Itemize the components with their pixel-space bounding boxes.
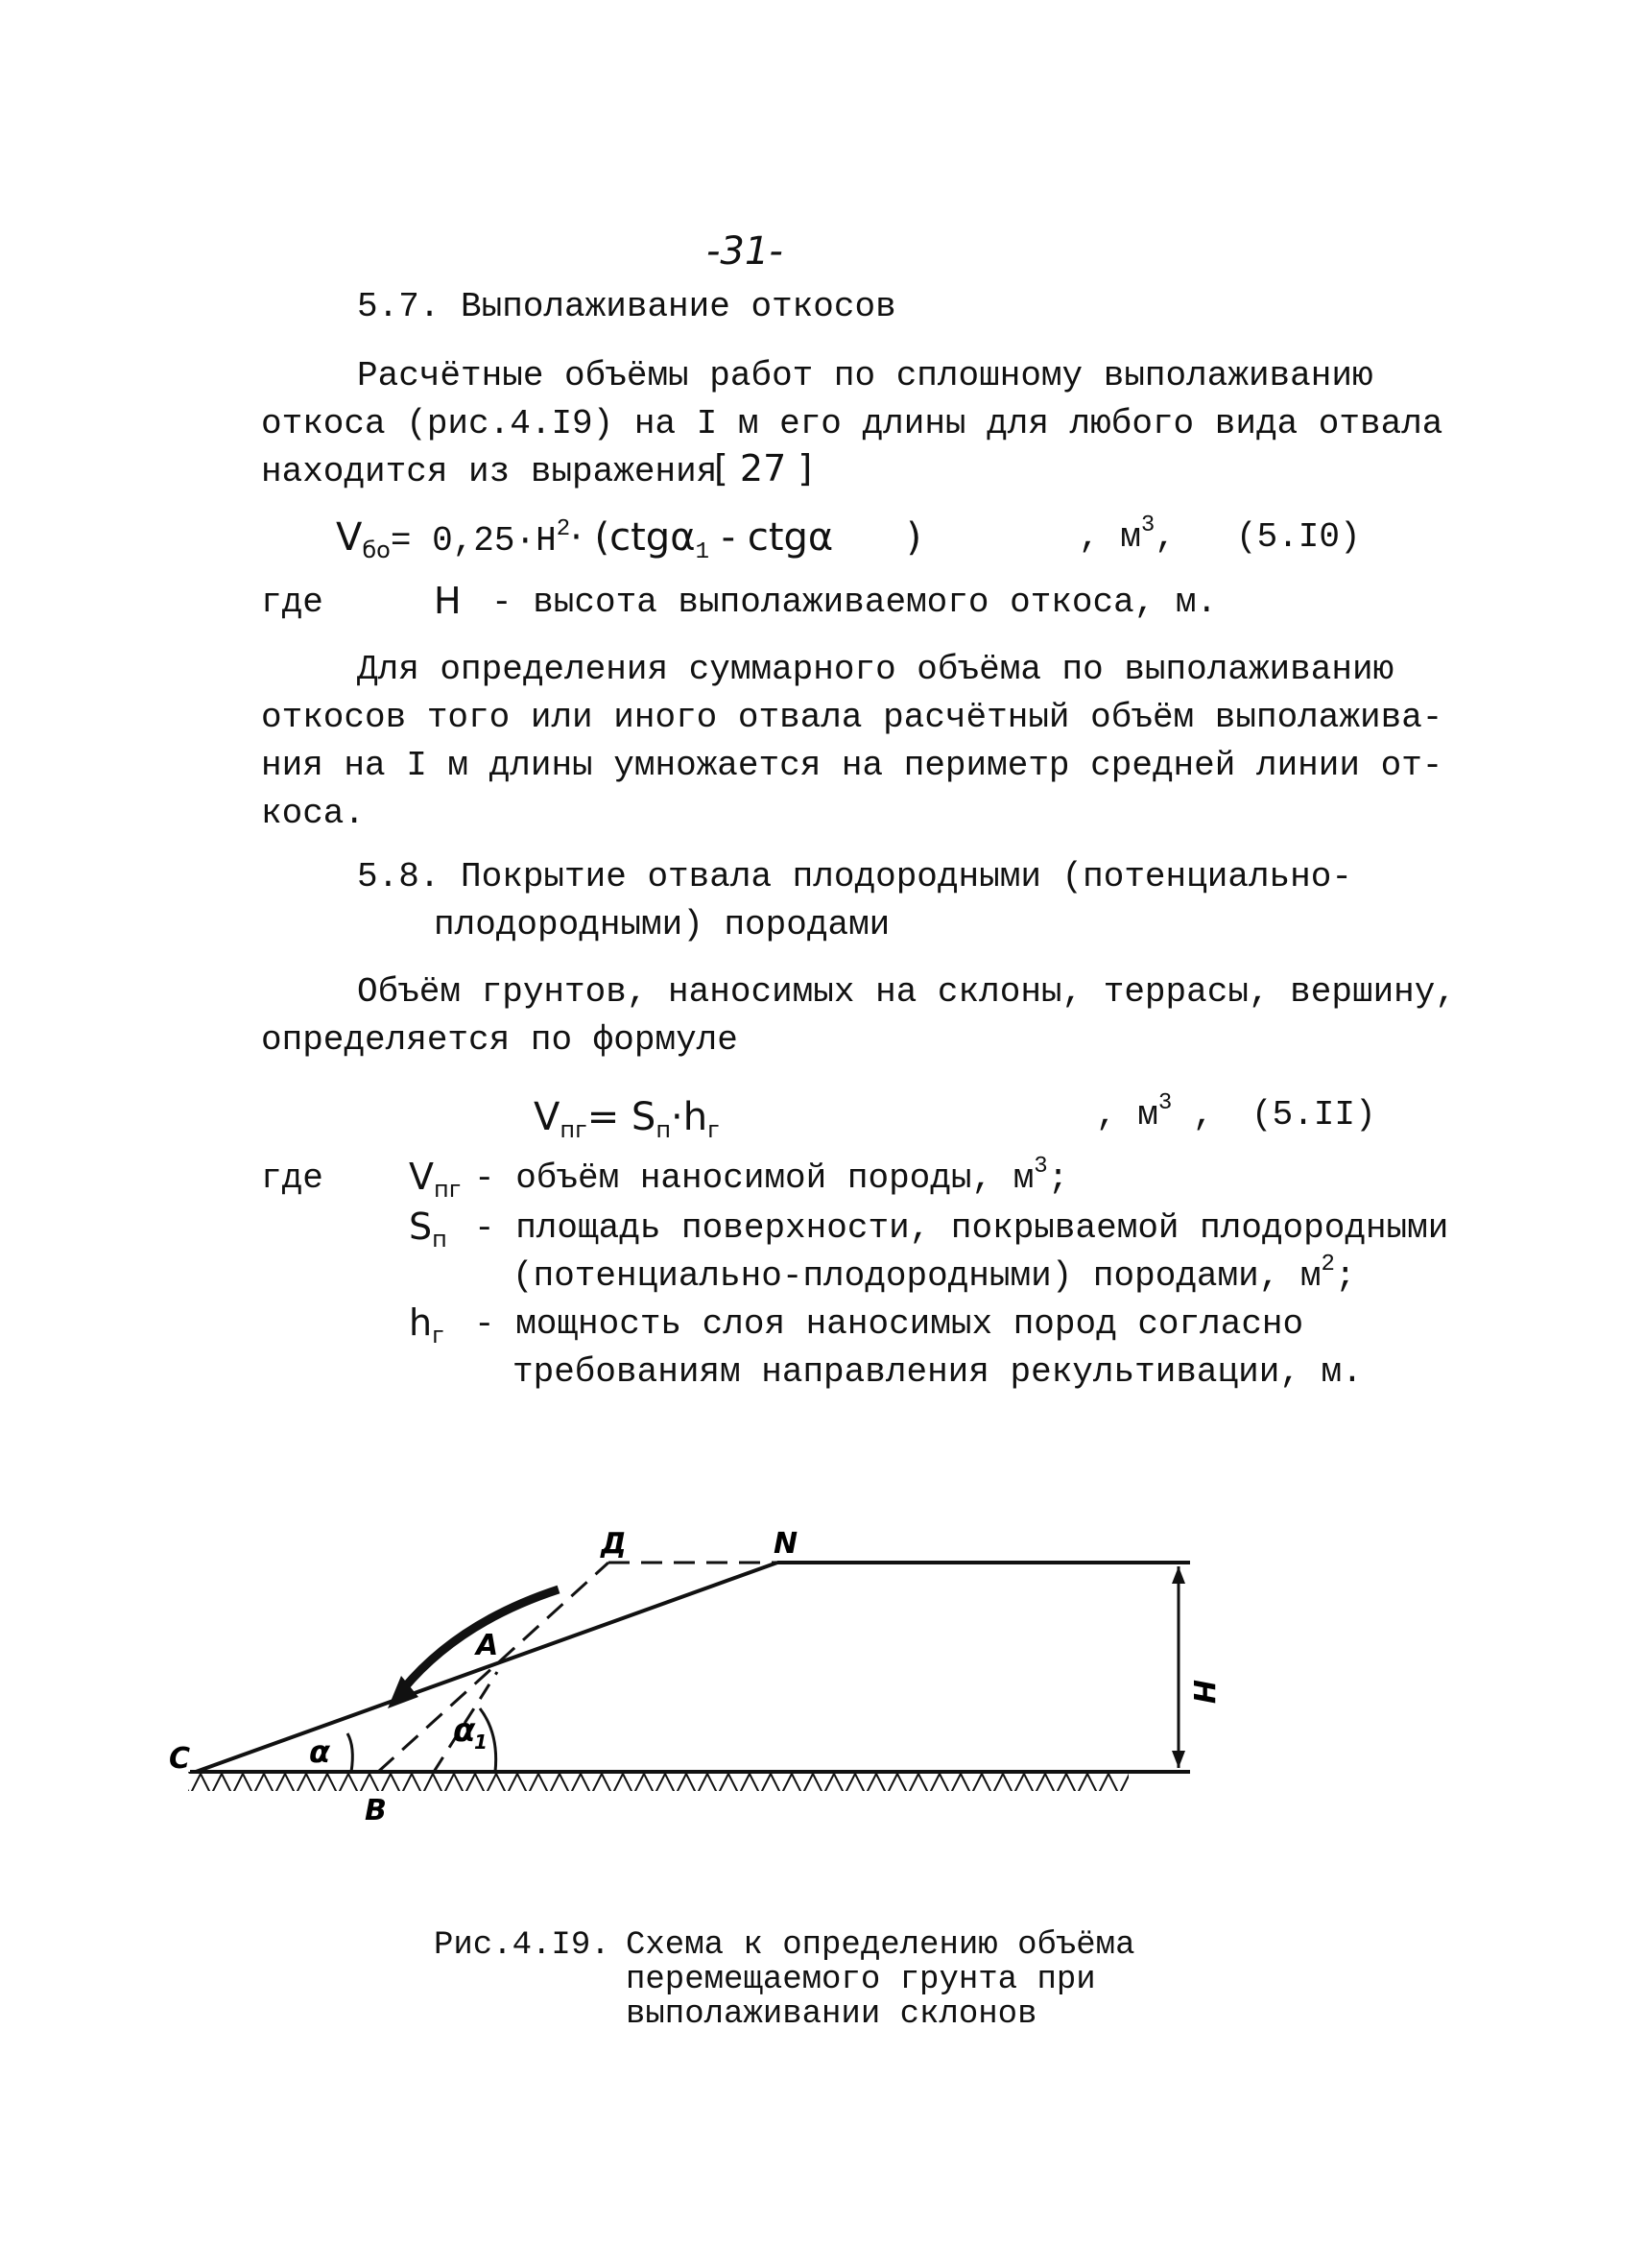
where-label: где — [261, 583, 323, 622]
section-5-7-heading: 5.7. Выполаживание откосов — [357, 287, 896, 326]
dim-arrow-bottom-icon — [1172, 1751, 1185, 1768]
formula-ctg-a1: · (ctgα — [570, 515, 696, 560]
paragraph-line: находится из выражения — [261, 452, 718, 491]
label-alpha1: α — [453, 1711, 476, 1750]
reference: [ 27 ] — [714, 447, 813, 489]
def-tail: ; — [1047, 1158, 1069, 1198]
formula-lhs-sub: бо — [362, 537, 391, 563]
paragraph-line: ния на I м длины умножается на периметр средней линии от- — [261, 746, 1443, 785]
paragraph-line: откоса (рис.4.I9) на I м его длины для любого вида отвала — [261, 404, 1443, 443]
def-text: (потенциально-плодородными) породами, м — [512, 1256, 1322, 1296]
label-alpha1-sub: 1 — [474, 1731, 488, 1754]
def-symbol: S — [409, 1206, 433, 1248]
formula-rhs: = S — [586, 1095, 656, 1139]
formula-5-10-number: (5.I0) — [1236, 517, 1361, 557]
paragraph-line: Объём грунтов, наносимых на склоны, террасы, вершину, — [357, 972, 1456, 1012]
where-label: где — [261, 1158, 323, 1198]
dim-arrow-top-icon — [1172, 1566, 1185, 1584]
def-symbol-sub: г — [432, 1322, 444, 1349]
unit-power: 3 — [1140, 513, 1156, 538]
def-symbol: h — [409, 1301, 433, 1344]
definition-h-g-desc-cont: требованиям направления рекультивации, м. — [512, 1352, 1363, 1392]
paragraph-line: определяется по формуле — [261, 1020, 738, 1060]
page-number: -31- — [706, 229, 783, 274]
formula-rhs-h: ·h — [671, 1095, 708, 1139]
label-h: H — [1186, 1680, 1220, 1705]
label-alpha: α — [309, 1733, 330, 1770]
formula-lhs: V — [336, 515, 363, 560]
def-symbol: V — [409, 1156, 434, 1198]
paragraph-line: Расчётные объёмы работ по сплошному выполаживанию — [357, 356, 1373, 395]
unit: , м — [1079, 517, 1141, 557]
formula-rhs-sub: п — [655, 1116, 672, 1143]
ground-hatching — [188, 1772, 1129, 1791]
paragraph-line: Для определения суммарного объёма по выполаживанию — [357, 650, 1394, 689]
definition-h-g-desc: - мощность слоя наносимых пород согласно — [474, 1304, 1304, 1344]
figure-caption-line: Схема к определению объёма — [626, 1927, 1135, 1964]
paragraph-line: коса. — [261, 794, 366, 833]
paragraph-line: откосов того или иного отвала расчётный объём выполажива- — [261, 698, 1443, 737]
formula-rhs: = 0,25·H — [390, 521, 557, 561]
section-5-8-heading-cont: плодородными) породами — [434, 905, 891, 944]
where-symbol-h: H — [434, 580, 462, 622]
def-text: - объём наносимой породы, м — [474, 1158, 1035, 1198]
alpha-arc — [347, 1733, 352, 1772]
formula-lhs-sub: пг — [560, 1116, 587, 1143]
label-c: C — [169, 1742, 191, 1776]
label-a: A — [476, 1629, 499, 1662]
def-power: 2 — [1321, 1252, 1335, 1277]
formula-5-11-number: (5.II) — [1251, 1095, 1376, 1134]
label-n: N — [774, 1527, 798, 1561]
section-5-8-heading: 5.8. Покрытие отвала плодородными (потенциально- — [357, 857, 1352, 896]
unit-tail: , — [1172, 1095, 1214, 1134]
figure-caption-label: Рис.4.I9. — [434, 1927, 610, 1964]
definition-s-p-desc: - площадь поверхности, покрываемой плодородными — [474, 1208, 1449, 1248]
formula-ctg-a: - ctgα ) — [708, 515, 922, 560]
formula-sub-1: 1 — [695, 539, 709, 565]
label-d: Д — [601, 1527, 627, 1561]
def-power: 3 — [1034, 1154, 1048, 1180]
formula-rhs-h-sub: г — [707, 1116, 720, 1143]
def-tail: ; — [1334, 1256, 1356, 1296]
unit-power: 3 — [1157, 1090, 1173, 1116]
unit-tail: , — [1155, 517, 1176, 557]
formula-power: 2 — [556, 516, 571, 542]
figure-caption-line: выполаживании склонов — [626, 1996, 1037, 2033]
figure-caption-line: перемещаемого грунта при — [626, 1962, 1096, 1998]
def-symbol-sub: пг — [434, 1176, 462, 1203]
unit: , м — [1096, 1095, 1158, 1134]
def-symbol-sub: п — [432, 1226, 447, 1253]
formula-lhs: V — [534, 1095, 560, 1139]
label-b: B — [365, 1794, 387, 1827]
where-description: - высота выполаживаемого откоса, м. — [491, 583, 1218, 622]
